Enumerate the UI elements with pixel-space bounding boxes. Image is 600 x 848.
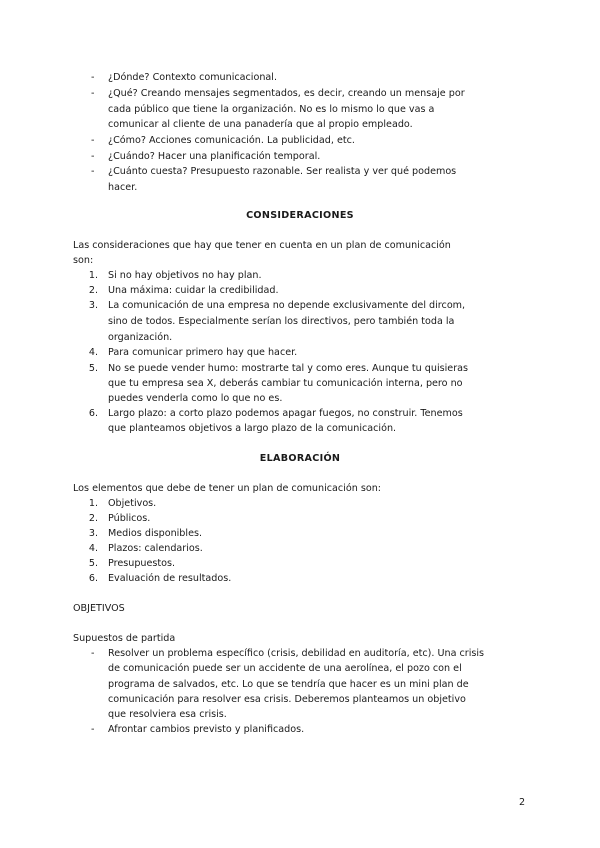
list-item-text: programa de salvados, etc. Lo que se tendría que hacer es un mini plan de xyxy=(108,679,469,690)
list-number: 5. xyxy=(88,363,98,374)
list-number: 3. xyxy=(88,528,98,539)
list-number: 5. xyxy=(88,558,98,569)
list-item-text: puedes venderla como lo que no es. xyxy=(108,393,283,404)
list-item-text: que resolviera esa crisis. xyxy=(108,709,227,720)
paragraph-line: Los elementos que debe de tener un plan de comunicación son: xyxy=(73,483,382,494)
list-item-text: Plazos: calendarios. xyxy=(108,543,203,554)
list-item-text: hacer. xyxy=(108,182,138,193)
list-item-text: Objetivos. xyxy=(108,498,157,509)
list-item-text: organización. xyxy=(108,332,173,343)
list-item-text: cada público que tiene la organización. No es lo mismo lo que vas a xyxy=(108,104,435,115)
paragraph-line: son: xyxy=(73,255,94,266)
list-number: 1. xyxy=(88,498,98,509)
list-item-text: Una máxima: cuidar la credibilidad. xyxy=(108,285,279,296)
section-heading-consideraciones: CONSIDERACIONES xyxy=(246,210,354,221)
list-item-text: que tu empresa sea X, deberás cambiar tu comunicación interna, pero no xyxy=(108,378,463,389)
list-number: 6. xyxy=(88,408,98,419)
bullet-marker: - xyxy=(91,166,95,177)
list-item-text: No se puede vender humo: mostrarte tal y como eres. Aunque tu quisieras xyxy=(108,363,469,374)
list-item-text: ¿Dónde? Contexto comunicacional. xyxy=(108,72,278,83)
list-item-text: Presupuestos. xyxy=(108,558,176,569)
list-item-text: ¿Cuánto cuesta? Presupuesto razonable. Ser realista y ver qué podemos xyxy=(108,166,457,177)
list-number: 4. xyxy=(88,543,98,554)
list-item-text: comunicación para resolver esa crisis. Deberemos planteamos un objetivo xyxy=(108,694,466,705)
list-item-text: Resolver un problema específico (crisis, debilidad en auditoría, etc). Una crisis xyxy=(108,648,485,659)
list-item-text: Largo plazo: a corto plazo podemos apagar fuegos, no construir. Tenemos xyxy=(108,408,463,419)
list-item-text: Medios disponibles. xyxy=(108,528,203,539)
section-heading-elaboracion: ELABORACIÓN xyxy=(259,453,341,464)
list-item-text: ¿Qué? Creando mensajes segmentados, es decir, creando un mensaje por xyxy=(108,88,465,99)
subheading-supuestos: Supuestos de partida xyxy=(73,633,176,644)
list-item-text: Afrontar cambios previsto y planificados. xyxy=(108,724,305,735)
list-number: 2. xyxy=(88,513,98,524)
section-label-objetivos: OBJETIVOS xyxy=(73,603,125,614)
list-item-text: ¿Cómo? Acciones comunicación. La publicidad, etc. xyxy=(108,135,355,146)
list-number: 1. xyxy=(88,270,98,281)
list-item-text: Si no hay objetivos no hay plan. xyxy=(108,270,262,281)
list-item-text: La comunicación de una empresa no depende exclusivamente del dircom, xyxy=(108,300,466,311)
list-item-text: Públicos. xyxy=(108,513,151,524)
bullet-marker: - xyxy=(91,135,95,146)
list-item-text: sino de todos. Especialmente serían los directivos, pero también toda la xyxy=(108,316,455,327)
page-number: 2 xyxy=(519,797,526,808)
bullet-marker: - xyxy=(91,88,95,99)
bullet-marker: - xyxy=(91,72,95,83)
bullet-marker: - xyxy=(91,151,95,162)
list-item-text: de comunicación puede ser un accidente de una aerolínea, el pozo con el xyxy=(108,663,462,674)
list-number: 4. xyxy=(88,347,98,358)
list-number: 6. xyxy=(88,573,98,584)
list-item-text: comunicar al cliente de una panadería que al propio empleado. xyxy=(108,119,413,130)
list-item-text: que planteamos objetivos a largo plazo de la comunicación. xyxy=(108,423,397,434)
bullet-marker: - xyxy=(91,648,95,659)
list-item-text: Para comunicar primero hay que hacer. xyxy=(108,347,298,358)
list-number: 3. xyxy=(88,300,98,311)
paragraph-line: Las consideraciones que hay que tener en cuenta en un plan de comunicación xyxy=(73,240,451,251)
list-item-text: ¿Cuándo? Hacer una planificación temporal. xyxy=(108,151,321,162)
bullet-marker: - xyxy=(91,724,95,735)
list-number: 2. xyxy=(88,285,98,296)
list-item-text: Evaluación de resultados. xyxy=(108,573,232,584)
